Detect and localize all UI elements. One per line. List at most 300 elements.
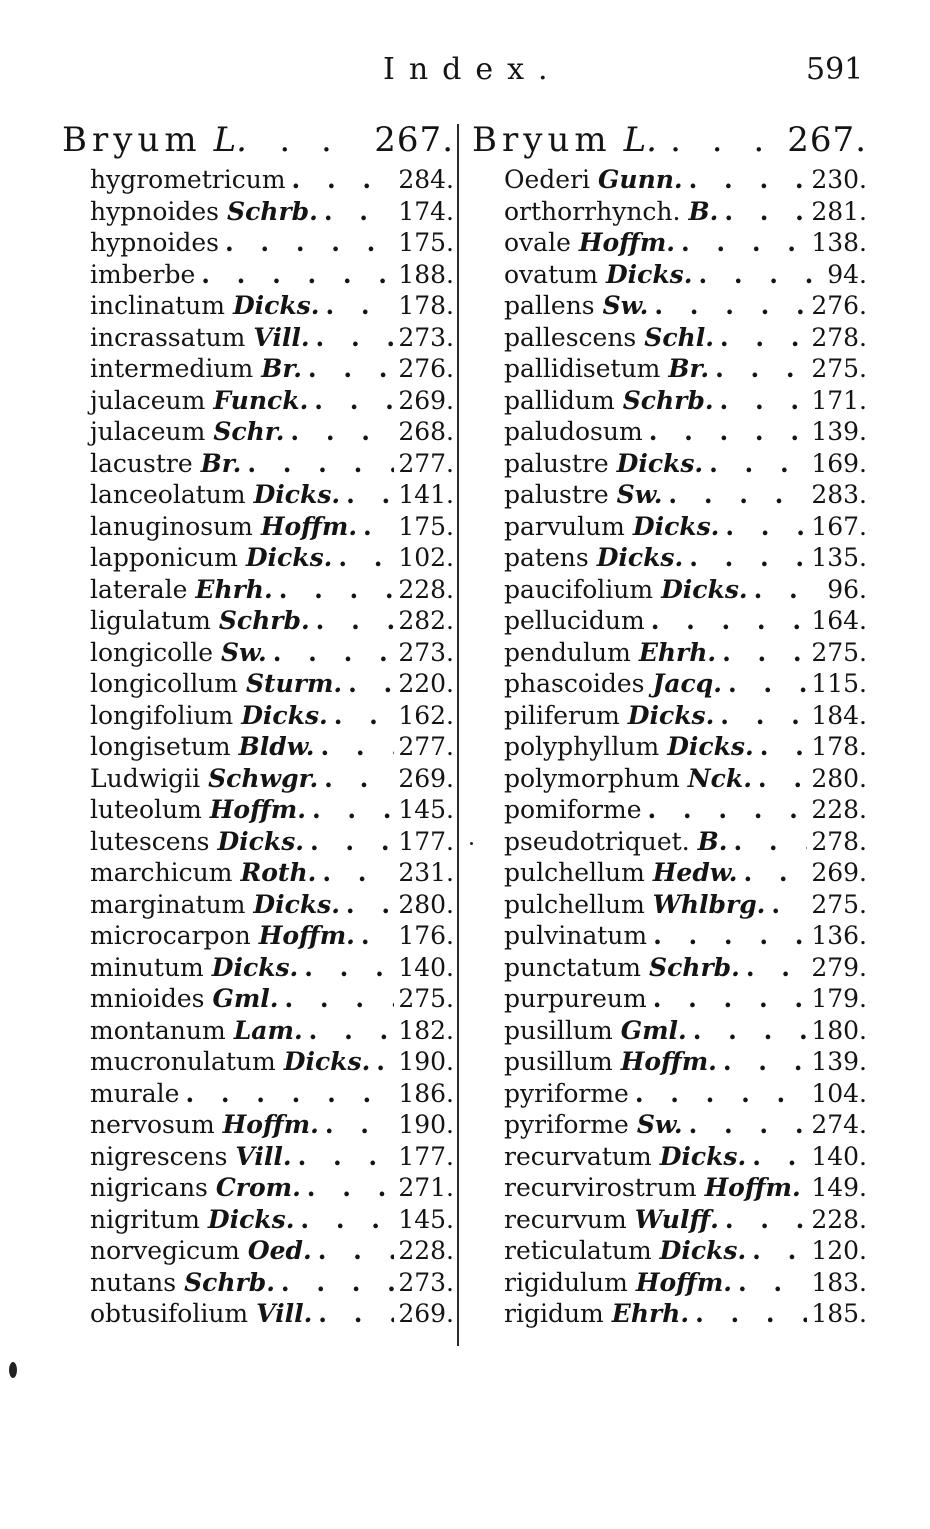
dot-leader: . . <box>279 120 342 160</box>
dot-leader <box>765 889 807 921</box>
species-name: rigidulum <box>504 1267 628 1297</box>
page-reference: 188. <box>398 259 454 289</box>
page-reference: 220. <box>398 669 454 698</box>
species-author: Dicks. <box>207 1204 295 1234</box>
species-name: reticulatum <box>504 1236 652 1265</box>
index-entry <box>90 259 454 291</box>
dot-leader <box>332 542 394 574</box>
dot-leader <box>304 826 394 858</box>
dot-leader <box>267 637 395 669</box>
page-reference: 102. <box>398 543 454 572</box>
species-author: Lam. <box>233 1015 303 1045</box>
page-reference: 115. <box>811 669 867 698</box>
species-name: palustre <box>504 448 609 478</box>
species-name: hypnoides <box>90 196 220 226</box>
index-list <box>62 164 454 1330</box>
index-entry <box>504 700 867 732</box>
species-author: Hoffm. <box>260 511 358 541</box>
index-entry <box>504 1015 867 1047</box>
species-author: Sw. <box>602 291 649 320</box>
index-entry <box>90 700 454 732</box>
species-name: nigricans <box>90 1173 208 1202</box>
species-author: Roth. <box>240 858 317 887</box>
page-reference: 182. <box>398 1015 454 1045</box>
page-reference: 277. <box>398 448 454 478</box>
index-entry <box>504 1235 867 1267</box>
dot-leader <box>273 574 395 606</box>
dot-leader <box>340 889 394 921</box>
dot-leader <box>709 353 807 385</box>
page-reference: 169. <box>811 448 867 478</box>
page-reference: 281. <box>811 196 867 226</box>
index-entry <box>504 605 867 637</box>
species-name: rigidum <box>504 1299 604 1328</box>
index-entry <box>504 542 867 574</box>
dot-leader <box>302 353 394 385</box>
species-author: Br. <box>261 354 302 383</box>
dot-leader <box>645 605 808 637</box>
species-author: Dicks. <box>211 952 299 982</box>
index-entry <box>90 385 454 417</box>
species-author: Hoffm. <box>222 1110 319 1139</box>
species-name: lutescens <box>90 826 210 856</box>
dot-leader <box>754 731 808 763</box>
species-author: Sturm. <box>246 669 343 698</box>
page-reference: 278. <box>811 322 867 352</box>
species-author: Schrb. <box>622 385 714 415</box>
species-author: Ehrh. <box>638 637 717 667</box>
page-reference: 275. <box>811 354 867 383</box>
genus-heading <box>62 118 454 164</box>
species-name: pulchellum <box>504 858 645 887</box>
dot-leader <box>319 290 394 322</box>
species-author: Sw. <box>221 637 267 667</box>
page-reference: 190. <box>398 1047 454 1076</box>
species-name: patens <box>504 543 589 572</box>
dot-leader: . . . <box>670 120 775 160</box>
page-reference: 180. <box>811 1015 867 1045</box>
species-name: pallens <box>504 291 595 320</box>
dot-leader <box>647 920 807 952</box>
dot-leader <box>328 700 395 732</box>
index-entry <box>90 826 454 858</box>
page-reference: 283. <box>811 480 867 509</box>
species-name: lanuginosum <box>90 511 253 541</box>
genus-name: Bryum <box>472 120 612 160</box>
index-entry <box>504 322 867 354</box>
page-reference: 228. <box>398 1236 454 1265</box>
dot-leader <box>284 416 394 448</box>
dot-leader <box>310 605 395 637</box>
dot-leader <box>718 196 807 228</box>
species-name: pyriforme <box>504 1078 629 1108</box>
species-name: ovatum <box>504 259 598 289</box>
dot-leader <box>714 700 807 732</box>
species-name: orthorrhynch. <box>504 196 681 226</box>
ink-speck <box>470 842 473 845</box>
dot-leader <box>683 164 808 196</box>
species-author: Dicks. <box>632 511 720 541</box>
species-author: Dicks. <box>661 574 748 604</box>
species-author: Whlbrg. <box>652 889 766 919</box>
dot-leader <box>312 1298 394 1330</box>
page-reference: 277. <box>398 732 454 761</box>
index-entry <box>90 1015 454 1047</box>
species-author: Dicks. <box>245 543 333 572</box>
species-name: luteolum <box>90 795 202 824</box>
dot-leader <box>642 794 808 826</box>
dot-leader <box>286 164 395 196</box>
dot-leader <box>342 668 394 700</box>
page-reference: 279. <box>811 952 867 982</box>
genus-author: L. <box>623 120 657 160</box>
dot-leader <box>648 290 807 322</box>
dot-leader <box>716 637 807 669</box>
species-author: Hoffm. <box>620 1047 717 1076</box>
species-author: Schrb. <box>227 196 318 226</box>
species-author: Dicks. <box>217 826 304 856</box>
species-name: longicolle <box>90 637 213 667</box>
species-author: Schrb. <box>649 952 740 982</box>
species-author: Vill. <box>253 322 310 352</box>
species-author: Jacq. <box>652 669 722 698</box>
dot-leader <box>318 763 394 795</box>
species-author: Dicks. <box>253 480 341 509</box>
species-name: paludosum <box>504 417 643 446</box>
page-reference: 284. <box>398 165 454 194</box>
species-name: imberbe <box>90 259 196 289</box>
ink-speck <box>9 1362 17 1378</box>
species-name: microcarpon <box>90 921 251 950</box>
species-name: recurvum <box>504 1204 627 1234</box>
dot-leader <box>717 1046 807 1078</box>
species-author: Funck. <box>213 385 309 415</box>
species-name: minutum <box>90 952 204 982</box>
species-author: Hoffm. <box>258 921 355 950</box>
species-name: hygrometricum <box>90 165 286 194</box>
index-entry <box>504 794 867 826</box>
index-entry <box>90 479 454 511</box>
index-entry <box>90 574 454 606</box>
dot-leader <box>722 668 807 700</box>
species-author: Dicks. <box>659 1141 747 1171</box>
species-author: Crom. <box>215 1173 301 1202</box>
index-entry <box>90 1267 454 1299</box>
species-name: paucifolium <box>504 574 654 604</box>
species-author: Schr. <box>213 417 285 446</box>
species-name: longifolium <box>90 700 234 730</box>
page-reference: 145. <box>398 1204 454 1234</box>
index-entry <box>90 952 454 984</box>
index-entry <box>504 1078 867 1110</box>
page-reference: 171. <box>811 385 867 415</box>
index-entry <box>504 1298 867 1330</box>
page-reference: 145. <box>398 795 454 824</box>
index-entry <box>504 479 867 511</box>
index-entry <box>504 983 867 1015</box>
page-reference: 275. <box>811 889 867 919</box>
species-name: recurvatum <box>504 1141 652 1171</box>
page-reference: 228. <box>811 795 867 824</box>
species-author: Ehrh. <box>195 574 273 604</box>
dot-leader <box>746 1235 807 1267</box>
dot-leader <box>714 385 808 417</box>
species-author: Schrb. <box>184 1267 275 1297</box>
page-reference: 175. <box>398 511 454 541</box>
page-reference: 230. <box>811 165 867 194</box>
genus-page: 267. <box>374 120 454 160</box>
species-name: lapponicum <box>90 543 238 572</box>
dot-leader <box>683 542 807 574</box>
species-author: Dicks. <box>596 543 684 572</box>
species-name: mucronulatum <box>90 1047 276 1076</box>
index-entry <box>90 1109 454 1141</box>
species-name: julaceum <box>90 385 206 415</box>
index-entry <box>90 637 454 669</box>
species-name: murale <box>90 1078 180 1108</box>
species-author: Hoffm. <box>635 1267 732 1297</box>
index-entry <box>504 1046 867 1078</box>
index-entry <box>90 196 454 228</box>
page-reference: 174. <box>398 196 454 226</box>
species-author: Hedw. <box>652 858 738 887</box>
species-name: laterale <box>90 574 188 604</box>
index-entry <box>90 164 454 196</box>
index-list <box>472 164 867 1330</box>
index-entry <box>90 1141 454 1173</box>
dot-leader <box>312 1235 395 1267</box>
dot-leader <box>719 511 807 543</box>
index-entry <box>504 1141 867 1173</box>
species-name: phascoides <box>504 669 645 698</box>
species-name: longisetum <box>90 732 231 761</box>
page-reference: 179. <box>811 984 867 1013</box>
index-entry <box>90 731 454 763</box>
species-name: pusillum <box>504 1015 613 1045</box>
page-reference: 185. <box>811 1299 867 1328</box>
dot-leader <box>298 952 394 984</box>
page-reference: 269. <box>398 1299 454 1328</box>
index-entry <box>90 983 454 1015</box>
species-author: Schrb. <box>218 606 310 635</box>
index-entry <box>504 1267 867 1299</box>
species-author: Gml. <box>212 984 279 1013</box>
species-name: punctatum <box>504 952 642 982</box>
page-reference: 136. <box>811 921 867 950</box>
index-entry <box>90 1172 454 1204</box>
species-name: marginatum <box>90 889 246 919</box>
page-reference: 104. <box>811 1078 867 1108</box>
dot-leader <box>748 574 824 606</box>
species-author: Vill. <box>235 1141 292 1171</box>
dot-leader <box>740 952 808 984</box>
species-author: Hoffm. <box>578 228 676 257</box>
page-reference: 190. <box>398 1110 454 1139</box>
genus-page: 267. <box>787 120 867 160</box>
species-author: Wulff. <box>634 1204 719 1234</box>
index-entry <box>90 605 454 637</box>
species-name: Oederi <box>504 165 591 194</box>
index-entry <box>90 1204 454 1236</box>
index-entry <box>504 763 867 795</box>
species-name: pallidum <box>504 385 615 415</box>
species-author: Sw. <box>636 1110 683 1139</box>
dot-leader <box>318 196 395 228</box>
page-reference: 273. <box>398 322 454 352</box>
species-author: Br. <box>668 354 710 383</box>
species-name: ligulatum <box>90 606 211 635</box>
species-author: Sw. <box>616 480 663 509</box>
page-reference: 177. <box>398 1141 454 1171</box>
species-author: Hoffm. <box>704 1173 801 1202</box>
species-name: recurvirostrum <box>504 1173 697 1202</box>
page-reference: 271. <box>398 1173 454 1202</box>
dot-leader <box>179 1078 394 1110</box>
page-reference: 139. <box>811 417 867 446</box>
species-name: hypnoides <box>90 228 220 257</box>
species-name: palustre <box>504 480 609 509</box>
index-entry <box>90 763 454 795</box>
dot-leader <box>279 983 395 1015</box>
page-reference: 268. <box>398 417 454 446</box>
species-author: B. <box>697 826 728 856</box>
index-entry <box>90 511 454 543</box>
species-name: polyphyllum <box>504 732 660 761</box>
page-reference: 120. <box>811 1236 867 1265</box>
dot-leader <box>752 763 807 795</box>
species-name: pulvinatum <box>504 921 648 950</box>
dot-leader <box>275 1267 394 1299</box>
species-author: B. <box>688 196 719 226</box>
running-title: Index. <box>383 52 562 87</box>
genus-name: Bryum <box>62 120 202 160</box>
index-entry <box>90 794 454 826</box>
page-reference: 149. <box>811 1173 867 1202</box>
page-reference: 280. <box>398 889 454 919</box>
dot-leader <box>306 794 394 826</box>
genus-author: L. <box>213 120 247 160</box>
dot-leader <box>683 1109 808 1141</box>
index-entry <box>504 857 867 889</box>
species-name: pyriforme <box>504 1110 629 1139</box>
page-reference: 139. <box>811 1047 867 1076</box>
page-reference: 228. <box>398 574 454 604</box>
species-name: pomiforme <box>504 795 642 824</box>
species-name: incrassatum <box>90 322 246 352</box>
page-reference: 278. <box>811 826 867 856</box>
species-author: Dicks. <box>283 1047 371 1076</box>
species-author: Gml. <box>620 1015 687 1045</box>
index-entry <box>90 353 454 385</box>
species-name: lanceolatum <box>90 480 246 509</box>
species-name: pallescens <box>504 322 637 352</box>
species-author: Dicks. <box>659 1236 747 1265</box>
index-entry <box>504 826 867 858</box>
index-entry <box>504 1204 867 1236</box>
species-author: Dicks. <box>627 700 715 730</box>
index-entry <box>504 196 867 228</box>
species-name: intermedium <box>90 354 254 383</box>
dot-leader <box>629 1078 807 1110</box>
dot-leader <box>310 322 395 354</box>
page-reference: 178. <box>811 732 867 761</box>
index-entry <box>504 416 867 448</box>
species-name: pusillum <box>504 1047 613 1076</box>
dot-leader <box>687 1015 808 1047</box>
dot-leader <box>714 322 807 354</box>
species-name: nigrescens <box>90 1141 228 1171</box>
species-author: Dicks. <box>667 732 754 761</box>
index-entry <box>504 511 867 543</box>
index-entry <box>504 385 867 417</box>
page-reference: 269. <box>398 385 454 415</box>
dot-leader <box>241 448 394 480</box>
species-name: nutans <box>90 1267 177 1297</box>
species-author: Nck. <box>687 763 752 793</box>
dot-leader <box>355 920 394 952</box>
species-author: Br. <box>200 448 242 478</box>
species-author: Vill. <box>256 1299 313 1328</box>
index-entry <box>90 448 454 480</box>
species-name: piliferum <box>504 700 620 730</box>
page-reference: 280. <box>811 763 867 793</box>
species-author: Gunn. <box>598 165 683 194</box>
dot-leader <box>308 385 394 417</box>
page-reference: 183. <box>811 1267 867 1297</box>
page-reference: 176. <box>398 921 454 950</box>
page-reference: 162. <box>398 700 454 730</box>
dot-leader <box>314 731 394 763</box>
dot-leader <box>370 1046 394 1078</box>
index-entry <box>504 668 867 700</box>
index-entry <box>90 1078 454 1110</box>
dot-leader <box>303 1015 395 1047</box>
page-reference: 140. <box>811 1141 867 1171</box>
species-name: inclinatum <box>90 291 225 320</box>
left-column <box>62 118 454 1330</box>
page-reference: 276. <box>398 354 454 383</box>
species-name: obtusifolium <box>90 1299 249 1328</box>
species-name: nervosum <box>90 1110 215 1139</box>
species-author: Hoffm. <box>209 795 306 824</box>
page-number: 591 <box>806 52 864 87</box>
species-name: nigritum <box>90 1204 200 1234</box>
page-reference: 167. <box>811 511 867 541</box>
page-reference: 140. <box>398 952 454 982</box>
column-divider <box>457 124 459 1346</box>
species-name: Ludwigii <box>90 763 201 793</box>
page-reference: 269. <box>811 858 867 887</box>
dot-leader <box>675 227 807 259</box>
page-reference: 231. <box>398 858 454 887</box>
dot-leader <box>692 259 823 291</box>
species-name: pellucidum <box>504 606 645 635</box>
species-name: montanum <box>90 1015 226 1045</box>
species-name: norvegicum <box>90 1236 240 1265</box>
page-reference: 274. <box>811 1110 867 1139</box>
dot-leader <box>728 826 808 858</box>
page-reference: 141. <box>398 480 454 509</box>
index-entry <box>90 227 454 259</box>
species-name: pulchellum <box>504 889 645 919</box>
dot-leader <box>738 857 808 889</box>
species-name: pendulum <box>504 637 631 667</box>
species-name: purpureum <box>504 984 647 1013</box>
dot-leader <box>301 1172 395 1204</box>
index-entry <box>504 448 867 480</box>
page-header <box>0 52 930 96</box>
index-entry <box>504 952 867 984</box>
